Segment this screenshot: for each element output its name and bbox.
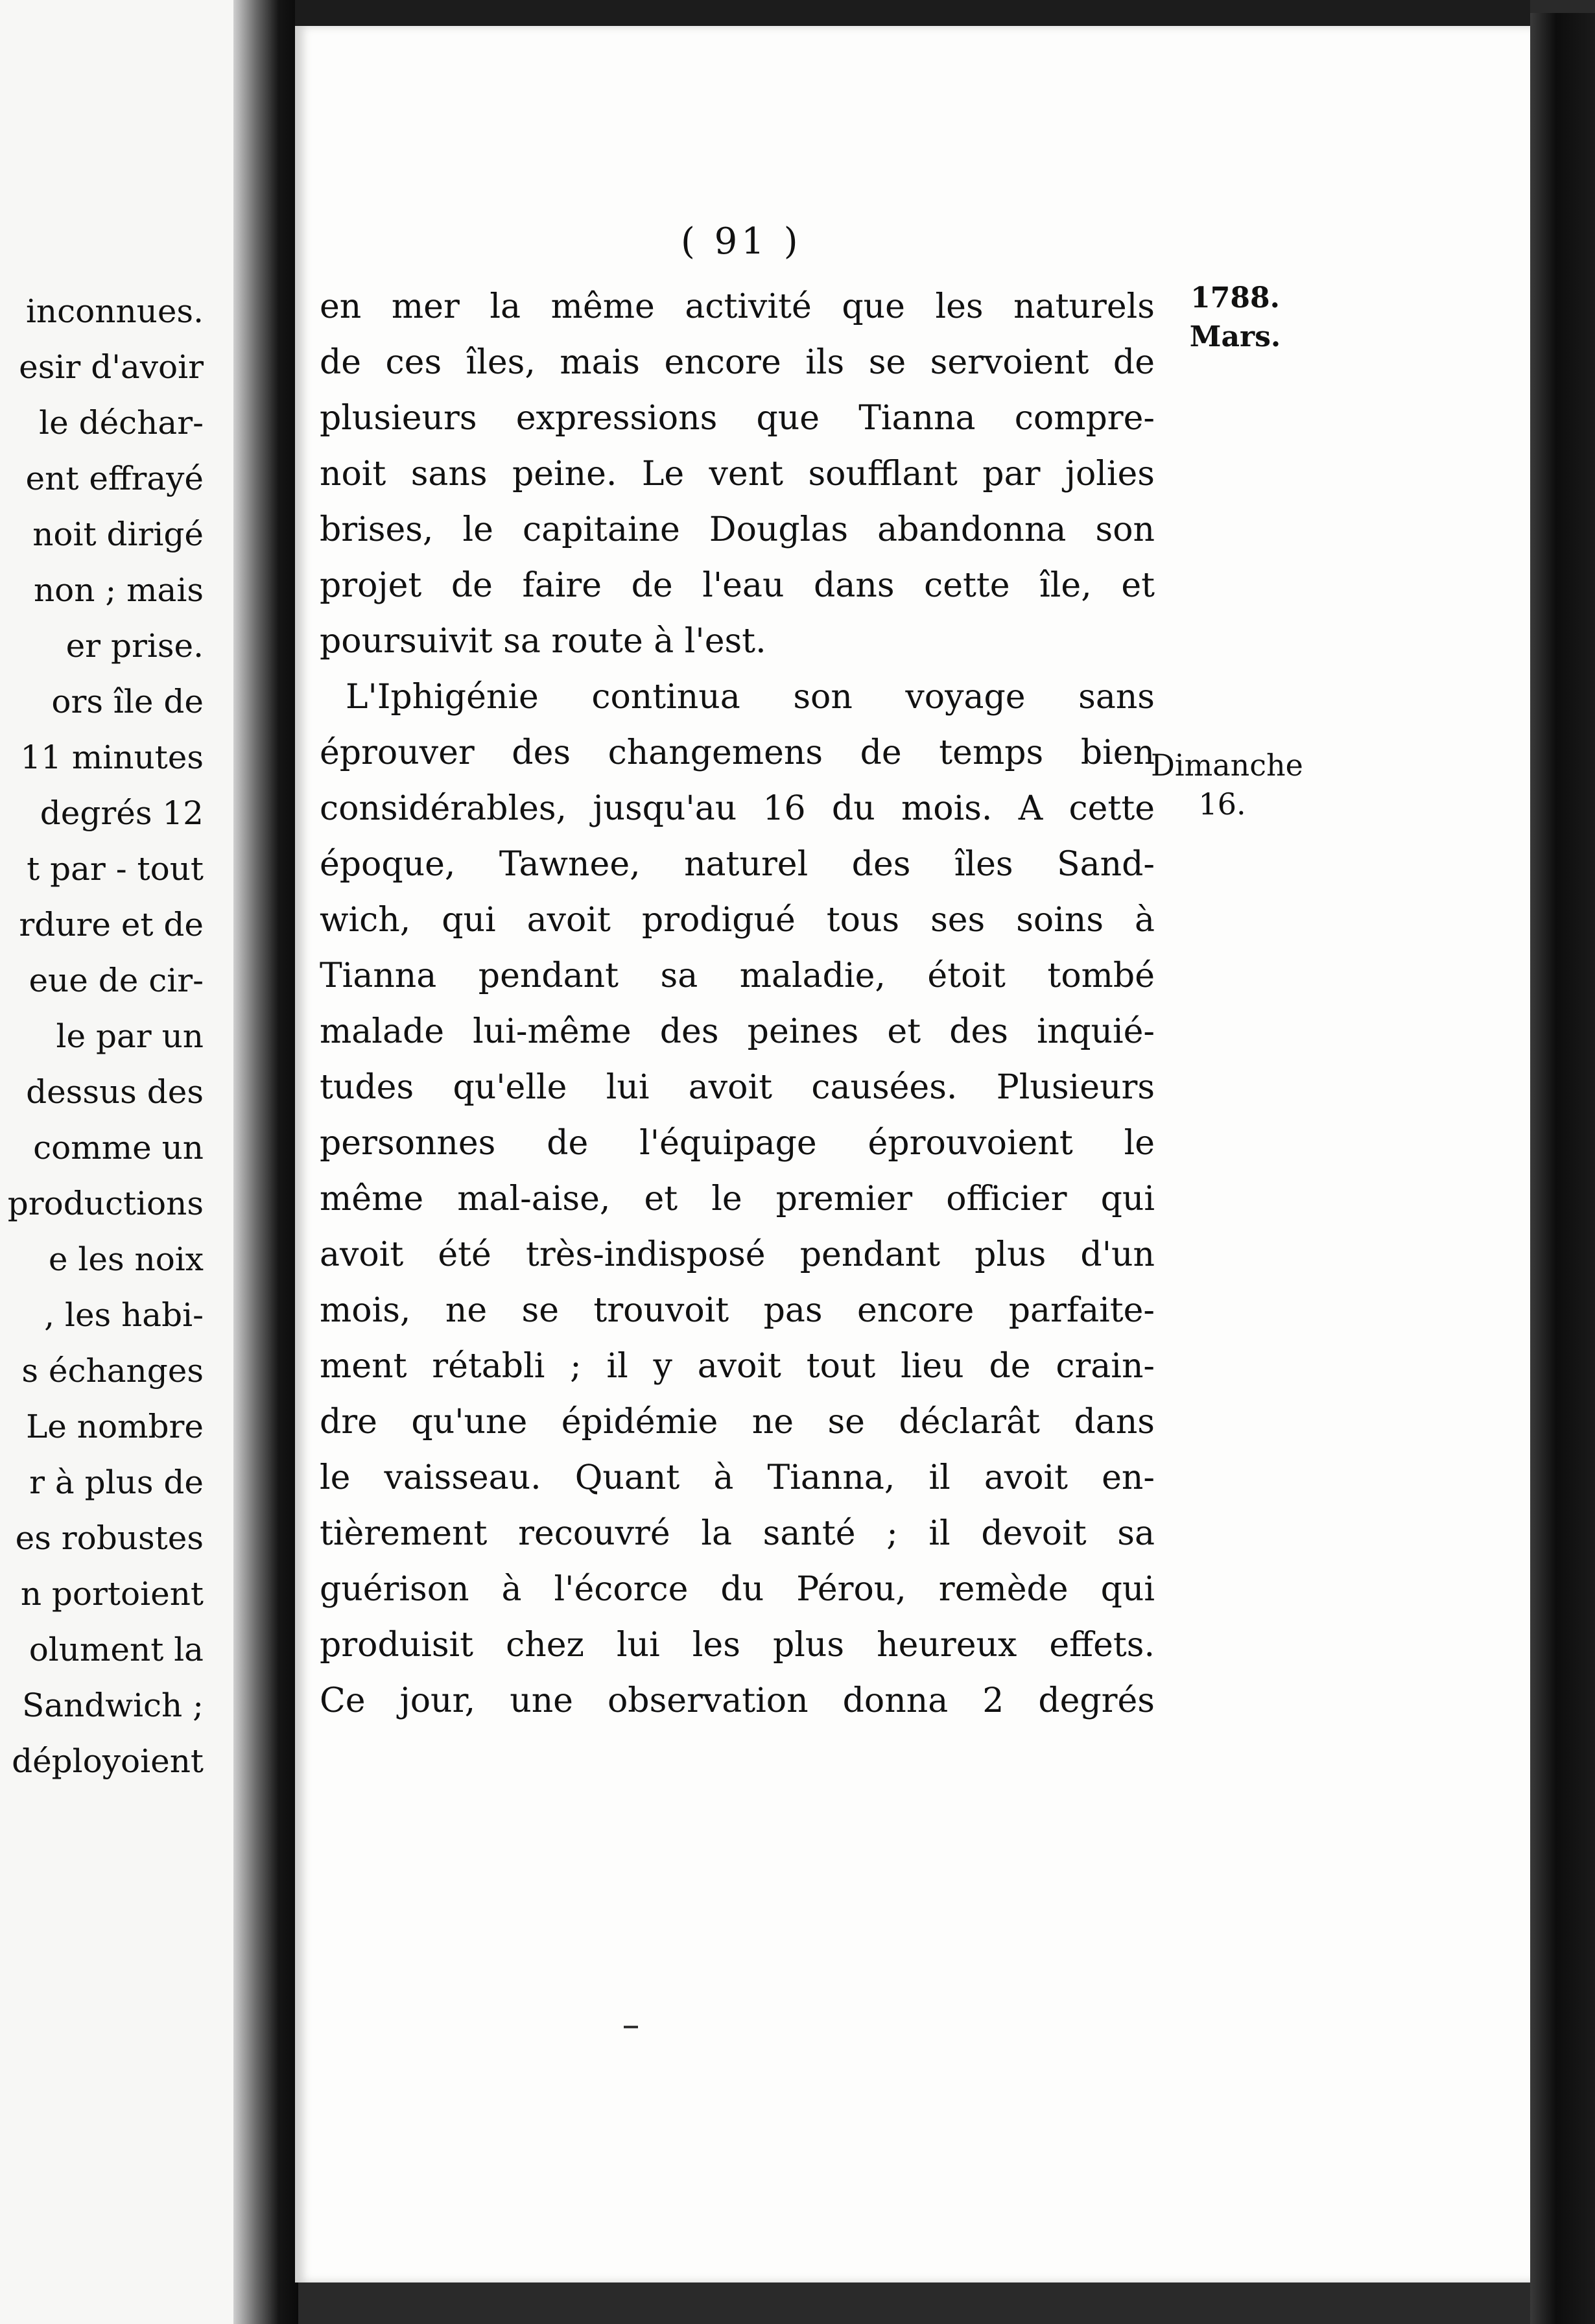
book-gutter xyxy=(233,0,298,2324)
previous-page-line: déployoient xyxy=(12,1742,204,1780)
previous-page-line: Le nombre xyxy=(26,1408,204,1445)
text-line: mois, ne se trouvoit pas encore parfaite- xyxy=(320,1291,1155,1330)
text-line: le vaisseau. Quant à Tianna, il avoit en- xyxy=(320,1458,1155,1497)
margin-month: Mars. xyxy=(1189,320,1281,353)
previous-page-line: Sandwich ; xyxy=(21,1687,204,1724)
previous-page-line: inconnues. xyxy=(25,292,204,330)
previous-page-line: es robustes xyxy=(15,1519,204,1557)
margin-day-name: Dimanche xyxy=(1151,748,1303,783)
previous-page-line: r à plus de xyxy=(29,1464,204,1501)
page-body-text xyxy=(320,279,1155,1729)
previous-page-line: comme un xyxy=(33,1129,204,1167)
text-line: malade lui-même des peines et des inquié- xyxy=(320,1012,1155,1051)
text-line: tudes qu'elle lui avoit causées. Plusieurs xyxy=(320,1068,1155,1107)
text-line: considérables, jusqu'au 16 du mois. A cette xyxy=(320,789,1155,828)
text-line: wich, qui avoit prodigué tous ses soins à xyxy=(320,901,1155,940)
text-line: en mer la même activité que les naturels xyxy=(320,287,1155,326)
previous-page-line: le déchar- xyxy=(39,404,204,442)
text-line: personnes de l'équipage éprouvoient le xyxy=(320,1124,1155,1163)
previous-page-line: t par - tout xyxy=(27,850,204,888)
previous-page-line: olument la xyxy=(29,1631,204,1668)
text-line: guérison à l'écorce du Pérou, remède qui xyxy=(320,1570,1155,1609)
previous-page-line: non ; mais xyxy=(33,571,204,609)
previous-page-line: degrés 12 xyxy=(40,794,204,832)
text-line: même mal-aise, et le premier officier qui xyxy=(320,1180,1155,1218)
text-line: ment rétabli ; il y avoit tout lieu de crain- xyxy=(320,1347,1155,1386)
page-edge xyxy=(1530,13,1595,2324)
previous-page-line: 11 minutes xyxy=(20,739,204,776)
text-line: Tianna pendant sa maladie, étoit tombé xyxy=(320,956,1155,995)
previous-page-line: s échanges xyxy=(21,1352,204,1390)
text-line: avoit été très-indisposé pendant plus d'un xyxy=(320,1235,1155,1274)
previous-page-line: le par un xyxy=(56,1017,204,1055)
text-line: tièrement recouvré la santé ; il devoit sa xyxy=(320,1514,1155,1553)
text-line: noit sans peine. Le vent soufflant par jolies xyxy=(320,455,1155,493)
previous-page-line: productions xyxy=(7,1185,204,1222)
margin-day-number: 16. xyxy=(1198,787,1246,822)
previous-page-line: rdure et de xyxy=(19,906,204,943)
previous-page-line: ent effrayé xyxy=(25,460,204,497)
text-line: éprouver des changemens de temps bien xyxy=(320,733,1155,772)
margin-date xyxy=(1187,279,1284,357)
previous-page-line: e les noix xyxy=(48,1240,204,1278)
text-line: Ce jour, une observation donna 2 degrés xyxy=(320,1681,1155,1720)
text-line: de ces îles, mais encore ils se servoient de xyxy=(320,343,1155,382)
text-line: L'Iphigénie continua son voyage sans xyxy=(346,678,1155,717)
scan-border-top xyxy=(295,0,1530,26)
text-line: projet de faire de l'eau dans cette île, et xyxy=(320,566,1155,605)
text-line: dre qu'une épidémie ne se déclarât dans xyxy=(320,1403,1155,1441)
previous-page-line: esir d'avoir xyxy=(19,348,204,386)
bottom-mark xyxy=(624,2026,638,2028)
text-line: poursuivit sa route à l'est. xyxy=(320,622,766,661)
text-line: produisit chez lui les plus heureux effets. xyxy=(320,1626,1155,1665)
margin-year: 1788. xyxy=(1190,281,1280,314)
previous-page xyxy=(0,0,233,2324)
previous-page-line: noit dirigé xyxy=(32,516,204,553)
previous-page-line: n portoient xyxy=(20,1575,204,1613)
previous-page-line: , les habi- xyxy=(44,1296,204,1334)
margin-day-note xyxy=(1151,746,1303,824)
previous-page-line: eue de cir- xyxy=(29,962,204,999)
page-number: ( 91 ) xyxy=(681,220,802,263)
text-line: époque, Tawnee, naturel des îles Sand- xyxy=(320,845,1155,884)
previous-page-text xyxy=(0,283,233,1789)
text-line: plusieurs expressions que Tianna compre- xyxy=(320,399,1155,438)
previous-page-line: ors île de xyxy=(51,683,204,720)
previous-page-line: dessus des xyxy=(26,1073,204,1111)
text-line: brises, le capitaine Douglas abandonna son xyxy=(320,510,1155,549)
previous-page-line: er prise. xyxy=(65,627,204,665)
